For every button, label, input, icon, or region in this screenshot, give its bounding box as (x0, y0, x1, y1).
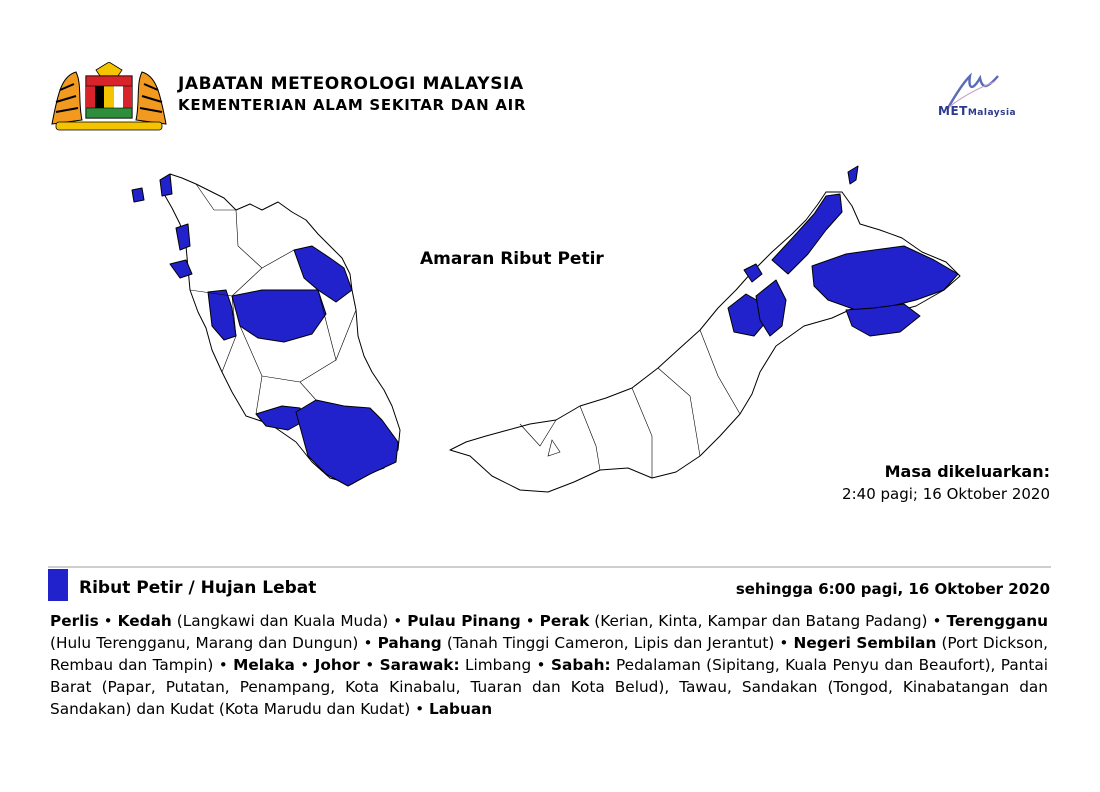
area-separator: • (410, 700, 429, 718)
warning-color-swatch (48, 569, 68, 601)
area-separator: • (520, 612, 540, 630)
area-separator: • (927, 612, 947, 630)
area-state: Pahang (377, 634, 442, 652)
area-state: Pulau Pinang (407, 612, 521, 630)
affected-areas-list (50, 610, 1048, 720)
met-logo-subtext: Malaysia (967, 108, 1017, 118)
area-districts: (Langkawi dan Kuala Muda) (171, 612, 389, 630)
area-separator: • (388, 612, 408, 630)
area-separator: • (359, 656, 380, 674)
area-districts: Pedalaman (Sipitang, Kuala Penyu dan Beaufort), Pantai Barat (Papar, Putatan, Penampang, Kota Kinabalu, Tuaran dan Kota Belud), Tawau, Sandakan (Tongod, Kinabatangan dan Sandakan) dan Kudat (Kota Marudu dan Kudat) (50, 656, 1049, 718)
legend-label: Ribut Petir / Hujan Lebat (79, 578, 317, 598)
ministry-name: KEMENTERIAN ALAM SEKITAR DAN AIR (178, 96, 527, 114)
area-separator: • (294, 656, 315, 674)
valid-until: sehingga 6:00 pagi, 16 Oktober 2020 (735, 580, 1050, 598)
header (48, 62, 1058, 132)
warning-area-perlis (160, 174, 172, 196)
area-districts: Limbang (459, 656, 532, 674)
met-logo-text: MET (938, 104, 968, 118)
area-state: Kedah (117, 612, 172, 630)
coat-of-arms-icon (48, 62, 170, 132)
agency-name: JABATAN METEOROLOGI MALAYSIA (178, 74, 524, 94)
area-state: Negeri Sembilan (793, 634, 937, 652)
area-state: Sarawak: (379, 656, 460, 674)
area-separator: • (213, 656, 234, 674)
met-malaysia-logo (934, 68, 1046, 122)
warning-area-langkawi (132, 188, 144, 202)
warning-area-sabah-tawau (846, 304, 920, 336)
area-state: Melaka (233, 656, 295, 674)
warning-area-sabah-kudat (848, 166, 858, 184)
area-districts: (Hulu Terengganu, Marang dan Dungun) (50, 634, 359, 652)
area-separator: • (358, 634, 378, 652)
area-state: Sabah: (550, 656, 611, 674)
area-separator: • (98, 612, 118, 630)
area-separator: • (531, 656, 551, 674)
area-districts: (Kerian, Kinta, Kampar dan Batang Padang) (589, 612, 928, 630)
area-state: Johor (314, 656, 360, 674)
area-state: Perlis (50, 612, 99, 630)
area-districts: (Tanah Tinggi Cameron, Lipis dan Jerantut) (441, 634, 775, 652)
area-state: Perak (539, 612, 590, 630)
area-state: Labuan (428, 700, 493, 718)
warning-area-kedah (176, 224, 190, 250)
issued-time: 2:40 pagi; 16 Oktober 2020 (842, 485, 1050, 503)
issued-label: Masa dikeluarkan: (884, 462, 1050, 481)
area-state: Terengganu (946, 612, 1049, 630)
area-separator: • (774, 634, 794, 652)
map-title: Amaran Ribut Petir (420, 249, 604, 269)
section-divider (48, 566, 1051, 568)
area-districts: (Port Dickson, Rembau dan Tampin) (50, 634, 1049, 674)
warning-map (0, 150, 1100, 520)
